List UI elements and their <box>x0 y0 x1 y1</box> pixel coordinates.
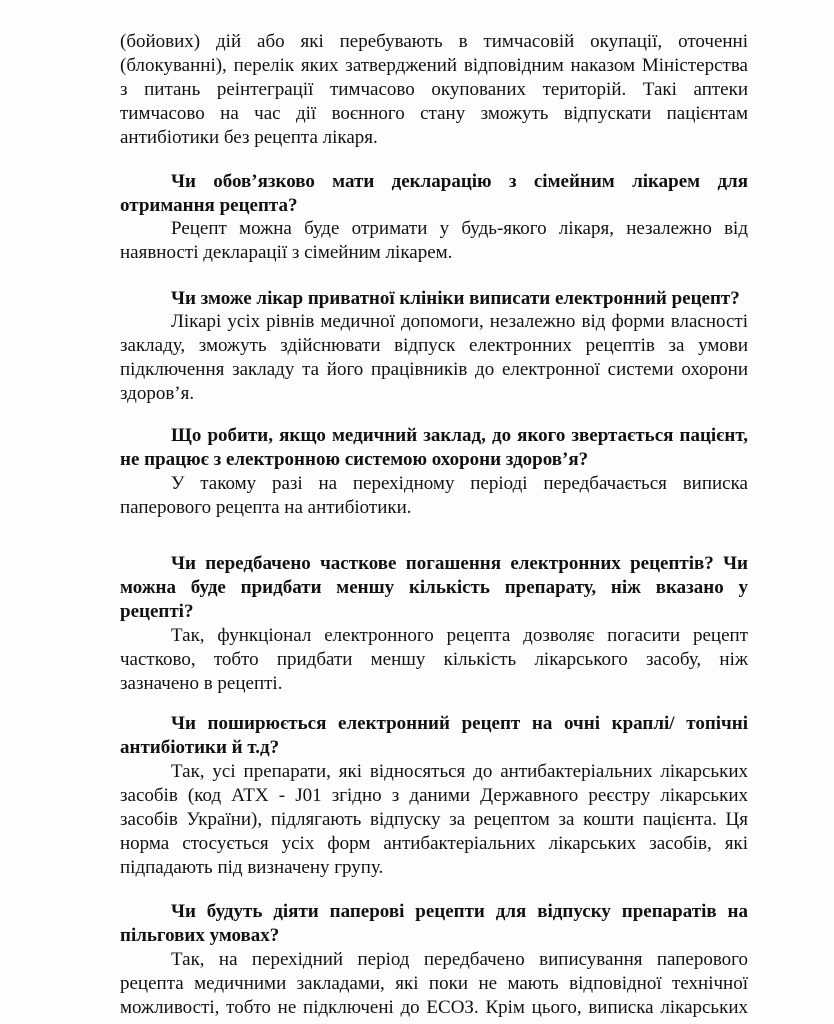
answer-line: зазначено в рецепті. <box>120 673 283 694</box>
question-heading: пільгових умовах? <box>120 925 280 946</box>
question-heading: Чи передбачено часткове погашення електронних рецептів? Чи <box>171 553 748 574</box>
answer-line: засобів (код АТХ - J01 згідно з даними Державного реєстру лікарських <box>120 785 748 806</box>
question-heading: можна буде придбати меншу кількість препарату, ніж вказано у <box>120 577 748 598</box>
answer-line: рецепта медичними закладами, які поки не мають відповідної технічної <box>120 973 748 994</box>
body-line: антибіотики без рецепта лікаря. <box>120 127 378 148</box>
answer-line: Так, функціонал електронного рецепта дозволяє погасити рецепт <box>171 625 748 646</box>
question-heading: рецепті? <box>120 601 194 622</box>
answer-line: паперового рецепта на антибіотики. <box>120 497 412 518</box>
question-heading: не працює з електронною системою охорони здоров’я? <box>120 449 589 470</box>
question-heading: Чи зможе лікар приватної клініки виписати електронний рецепт? <box>171 288 740 309</box>
answer-line: здоров’я. <box>120 383 195 404</box>
answer-line: Рецепт можна буде отримати у будь-якого лікаря, незалежно від <box>171 218 748 239</box>
body-line: тимчасово на час дії воєнного стану зможуть відпускати пацієнтам <box>120 103 748 124</box>
question-heading: антибіотики й т.д? <box>120 737 280 758</box>
question-heading: Чи поширюється електронний рецепт на очні краплі/ топічні <box>171 713 748 734</box>
body-line: (блокуванні), перелік яких затверджений відповідним наказом Міністерства <box>120 55 748 76</box>
body-line: (бойових) дій або які перебувають в тимчасовій окупації, оточенні <box>120 31 748 52</box>
answer-line: підпадають під визначену групу. <box>120 857 384 878</box>
answer-line: частково, тобто придбати меншу кількість лікарського засобу, ніж <box>120 649 748 670</box>
question-heading: Чи будуть діяти паперові рецепти для відпуску препаратів на <box>171 901 748 922</box>
answer-line: наявності декларації з сімейним лікарем. <box>120 242 453 263</box>
question-heading: Чи обов’язково мати декларацію з сімейним лікарем для <box>171 171 748 192</box>
question-heading: Що робити, якщо медичний заклад, до якого звертається пацієнт, <box>171 425 748 446</box>
answer-line: норма стосується усіх форм антибактеріальних лікарських засобів, які <box>120 833 748 854</box>
answer-line: Лікарі усіх рівнів медичної допомоги, незалежно від форми власності <box>171 311 748 332</box>
answer-line: У такому разі на перехідному періоді передбачається виписка <box>171 473 748 494</box>
answer-line: можливості, тобто не підключені до ЕСОЗ. Крім цього, виписка лікарських <box>120 997 748 1018</box>
answer-line: закладу, зможуть здійснювати відпуск електронних рецептів за умови <box>120 335 748 356</box>
body-line: з питань реінтеграції тимчасово окупованих територій. Такі аптеки <box>120 79 748 100</box>
question-heading: отримання рецепта? <box>120 195 298 216</box>
answer-line: Так, усі препарати, які відносяться до антибактеріальних лікарських <box>171 761 748 782</box>
answer-line: Так, на перехідний період передбачено виписування паперового <box>171 949 748 970</box>
answer-line: засобів України), підлягають відпуску за рецептом за кошти пацієнта. Ця <box>120 809 748 830</box>
answer-line: підключення закладу та його працівників до електронної системи охорони <box>120 359 748 380</box>
